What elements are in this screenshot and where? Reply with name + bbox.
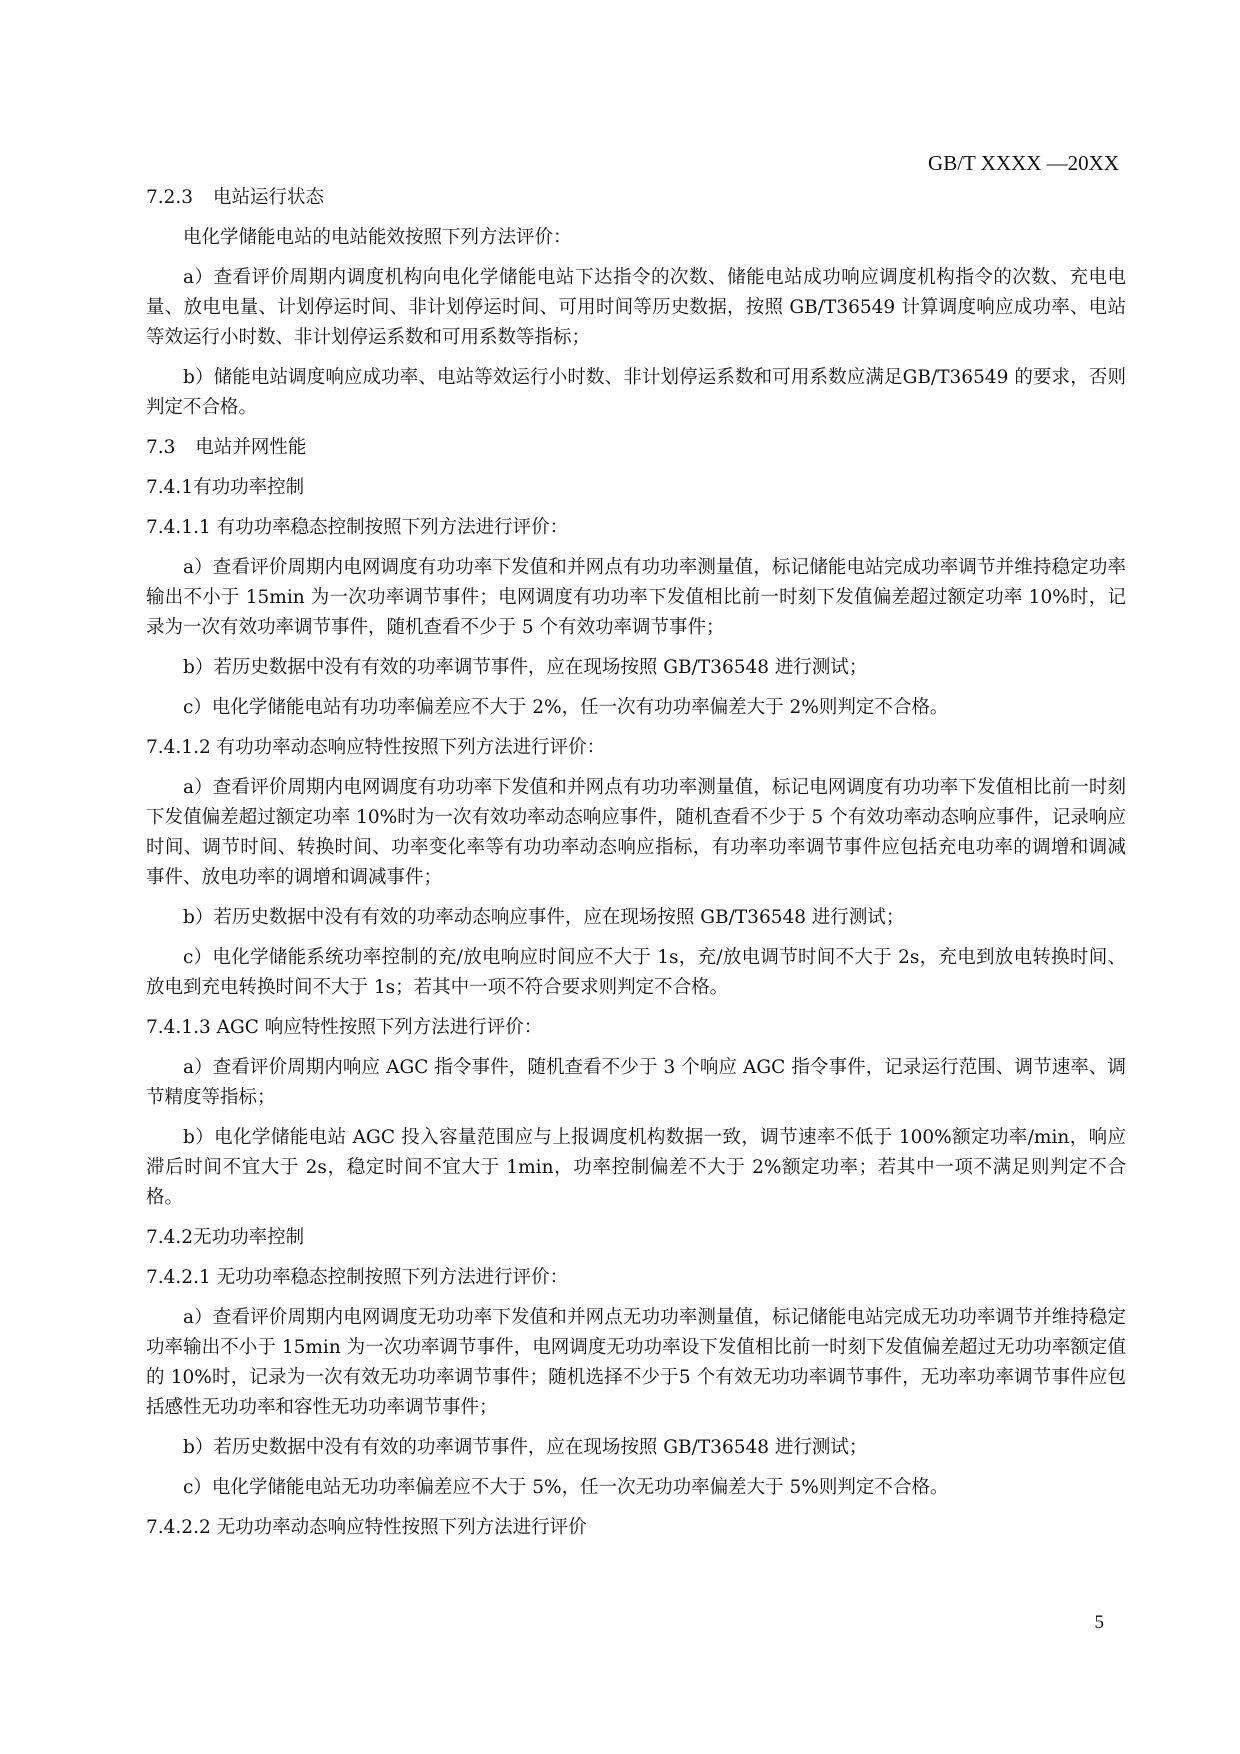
heading-title: 有功功率稳态控制按照下列方法进行评价： xyxy=(216,517,569,538)
heading-title: AGC 响应特性按照下列方法进行评价： xyxy=(216,1017,543,1038)
heading-number: 7.4.1.1 xyxy=(146,517,211,538)
paragraph: a）查看评价周期内电网调度有功功率下发值和并网点有功功率测量值，标记储能电站完成功率调节并维持稳定功率输出不小于 15min 为一次功率调节事件；电网调度有功功率下发值相比前一时刻下发值偏差超过额定功率 10%时，记录为一次有效功率调节事件，随机查看不少于 5 个有效功率调节事件； xyxy=(146,557,1126,638)
heading-title: 有功功率控制 xyxy=(193,477,305,498)
paragraph: b）电化学储能电站 AGC 投入容量范围应与上报调度机构数据一致，调节速率不低于 100%额定功率/min，响应滞后时间不宜大于 2s，稳定时间不宜大于 1min，功率控制偏差不大于 2%额定功率；若其中一项不满足则判定不合格。 xyxy=(146,1127,1126,1208)
heading-number: 7.4.2 xyxy=(146,1227,194,1248)
paragraph: a）查看评价周期内响应 AGC 指令事件，随机查看不少于 3 个响应 AGC 指令事件，记录运行范围、调节速率、调节精度等指标； xyxy=(146,1057,1126,1108)
heading-title: 有功功率动态响应特性按照下列方法进行评价： xyxy=(216,737,606,758)
heading-title: 无功功率动态响应特性按照下列方法进行评价 xyxy=(216,1517,587,1538)
paragraph: b）储能电站调度响应成功率、电站等效运行小时数、非计划停运系数和可用系数应满足GB/T36549 的要求，否则判定不合格。 xyxy=(146,367,1126,418)
document-body xyxy=(146,183,1126,1553)
heading-title: 电站运行状态 xyxy=(212,187,324,208)
page-number: 5 xyxy=(1094,1612,1104,1633)
paragraph: b）若历史数据中没有有效的功率调节事件，应在现场按照 GB/T36548 进行测试； xyxy=(183,657,868,678)
section-heading-7-4-1-2 xyxy=(146,733,1126,763)
paragraph: c）电化学储能电站有功功率偏差应不大于 2%，任一次有功功率偏差大于 2%则判定不合格。 xyxy=(183,697,949,718)
paragraph: 电化学储能电站的电站能效按照下列方法评价： xyxy=(183,227,572,248)
heading-number: 7.3 xyxy=(146,437,176,458)
heading-number: 7.2.3 xyxy=(146,187,194,208)
paragraph: c）电化学储能系统功率控制的充/放电响应时间应不大于 1s，充/放电调节时间不大于 2s，充电到放电转换时间、放电到充电转换时间不大于 1s；若其中一项不符合要求则判定不合格。 xyxy=(146,947,1126,998)
section-heading-7-3 xyxy=(146,433,1126,463)
section-heading-7-4-2 xyxy=(146,1223,1126,1253)
heading-number: 7.4.2.2 xyxy=(146,1517,211,1538)
heading-title: 无功功率控制 xyxy=(193,1227,305,1248)
paragraph: b）若历史数据中没有有效的功率调节事件，应在现场按照 GB/T36548 进行测试； xyxy=(183,1437,868,1458)
heading-title: 无功功率稳态控制按照下列方法进行评价： xyxy=(216,1267,569,1288)
section-heading-7-4-1-3 xyxy=(146,1013,1126,1043)
heading-number: 7.4.1.3 xyxy=(146,1017,211,1038)
paragraph: c）电化学储能电站无功功率偏差应不大于 5%，任一次无功功率偏差大于 5%则判定不合格。 xyxy=(183,1477,949,1498)
paragraph: a）查看评价周期内电网调度无功功率下发值和并网点无功功率测量值，标记储能电站完成无功功率调节并维持稳定功率输出不小于 15min 为一次功率调节事件，电网调度无功功率设下发值相比前一时刻下发值偏差超过无功功率额定值的 10%时，记录为一次有效无功功率调节事件；随机选择不少于5 个有效无功功率调节事件，无功率功率调节事件应包括感性无功功率和容性无功功率调节事件； xyxy=(146,1307,1126,1418)
paragraph: a）查看评价周期内电网调度有功功率下发值和并网点有功功率测量值，标记电网调度有功功率下发值相比前一时刻下发值偏差超过额定功率 10%时为一次有效功率动态响应事件，随机查看不少于 5 个有效功率动态响应事件，记录响应时间、调节时间、转换时间、功率变化率等有功功率动态响应指标，有功率功率调节事件应包括充电功率的调增和调减事件、放电功率的调增和调减事件； xyxy=(146,777,1126,888)
section-heading-7-4-1 xyxy=(146,473,1126,503)
paragraph: a）查看评价周期内调度机构向电化学储能电站下达指令的次数、储能电站成功响应调度机构指令的次数、充电电量、放电电量、计划停运时间、非计划停运时间、可用时间等历史数据，按照 GB/T36549 计算调度响应成功率、电站等效运行小时数、非计划停运系数和可用系数等指标； xyxy=(146,267,1126,348)
section-heading-7-4-1-1 xyxy=(146,513,1126,543)
heading-title: 电站并网性能 xyxy=(195,437,307,458)
heading-number: 7.4.1 xyxy=(146,477,194,498)
section-heading-7-4-2-2 xyxy=(146,1513,1126,1543)
section-heading-7-4-2-1 xyxy=(146,1263,1126,1293)
section-heading-7-2-3 xyxy=(146,183,1126,213)
heading-number: 7.4.2.1 xyxy=(146,1267,211,1288)
standard-number: GB/T XXXX —20XX xyxy=(928,151,1119,175)
heading-number: 7.4.1.2 xyxy=(146,737,211,758)
paragraph: b）若历史数据中没有有效的功率动态响应事件，应在现场按照 GB/T36548 进行测试； xyxy=(183,907,905,928)
